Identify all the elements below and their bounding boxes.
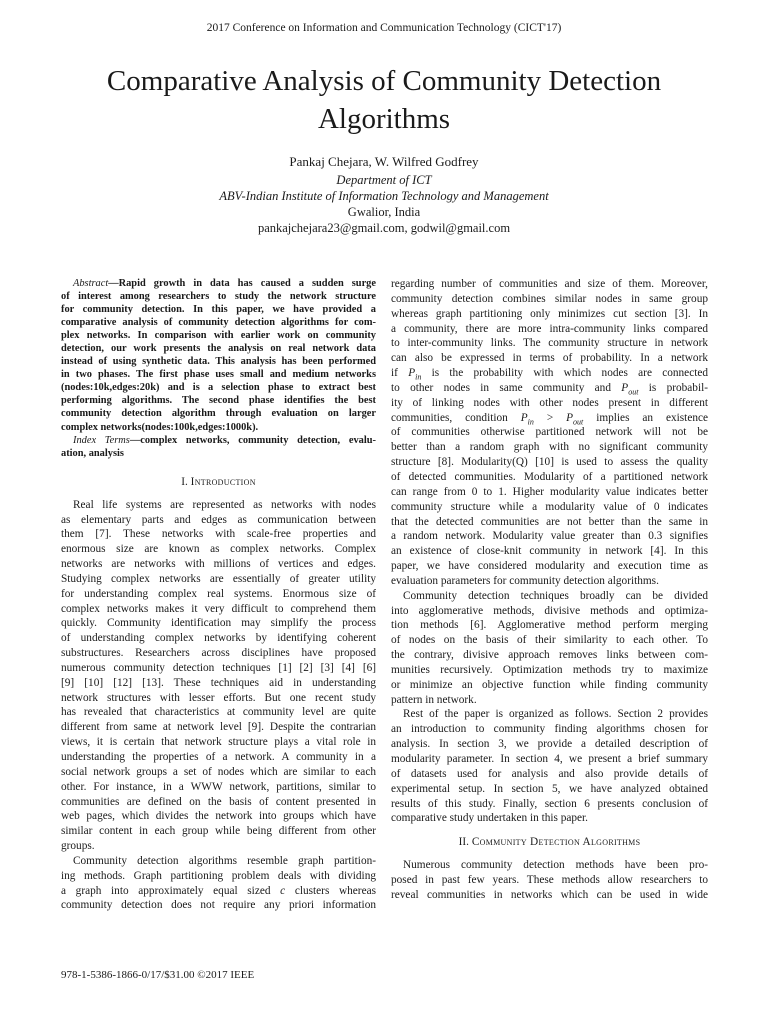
- text-line: different from same at network level [9]. Despite the contrarian: [61, 721, 376, 734]
- abstract-line: community detection algorithm through evaluation on larger: [61, 408, 376, 420]
- math-p-out: $P_{out}$: [621, 381, 639, 396]
- text-line: reveal communities in networks which can be used in wide: [391, 888, 708, 901]
- text-line: of communities otherwise partitioned network will not be: [391, 426, 708, 439]
- text-line: communities are defined on the basis of content presented in: [61, 795, 376, 808]
- text-line: can also be expressed in terms of probability. In a network: [391, 352, 708, 365]
- text-line: comparative study undertaken in this paper.: [391, 812, 589, 825]
- text-line: pattern in network.: [391, 693, 477, 706]
- text-line: numerous community detection techniques [1] [2] [3] [4] [6]: [61, 661, 376, 674]
- text-line: as elementary parts and edges as communication between: [61, 513, 376, 526]
- text-line: community detection does not require any priori information: [61, 899, 376, 912]
- author-institute: ABV-Indian Institute of Information Technology and Management: [219, 189, 549, 203]
- text-line: of datasets used for analysis and also provide details of: [391, 767, 708, 780]
- text-line: communities, condition $P_{in} > P_{out}$ implies an existence: [391, 411, 708, 426]
- introduction-paragraph-2: [61, 854, 376, 913]
- text-line: an existence of close-knit community in network [4]. In this: [391, 545, 708, 558]
- right-paragraph-2: [391, 589, 708, 708]
- abstract-line: (nodes:10k,edges:20k) and is a selection phase to extract best: [61, 382, 376, 394]
- abstract-line: for community detection. In this paper, we have provided a: [61, 304, 376, 316]
- text-line: of nodes on the basis of their similarity to each other. To: [391, 634, 708, 647]
- abstract-line: comparative analysis of community detection algorithms for com-: [61, 317, 376, 329]
- text-line: an introduction to community finding algorithms chosen for: [391, 723, 708, 736]
- text-line: whereas graph partitioning only minimizes cut section [3]. In: [391, 307, 708, 320]
- text-line: ing methods. Graph partitioning problem deals with dividing: [61, 869, 376, 882]
- math-p-in: $P_{in}$: [408, 367, 422, 381]
- math-condition: $P_{in} > P_{out}$: [520, 411, 584, 426]
- left-column: [61, 277, 376, 913]
- right-paragraph-3: [391, 707, 708, 826]
- abstract-line: instead of using synthetic data. This analysis has been performed: [61, 356, 376, 368]
- abstract-line: detection, our work presents the analysis on real network data: [61, 343, 376, 355]
- section-heading-algorithms: II. Community Detection Algorithms: [458, 836, 641, 849]
- text-line: experimental setup. In section 5, we have analyzed obtained: [391, 782, 708, 795]
- abstract-line: Abstract—Rapid growth in data has caused a sudden surge: [73, 278, 376, 289]
- index-terms-label: Index Terms: [73, 434, 130, 446]
- text-line: that the detected communities are not better than the same in: [391, 515, 708, 528]
- abstract-line: complex networks(nodes:100k,edges:1000k).: [61, 421, 259, 433]
- abstract: [61, 277, 376, 460]
- math-c: c: [280, 884, 286, 897]
- text-line: posed in past few years. These methods allow researchers to: [391, 874, 708, 887]
- text-line: to other nodes in same community and $P_{out}$ is probabil-: [391, 381, 708, 396]
- text-line: the contrary, divisive approach removes links between com-: [391, 649, 708, 662]
- right-column: [391, 277, 708, 903]
- text-line: paper, we have considered modularity and execution time as: [391, 560, 708, 573]
- text-line: Studying complex networks are essentially of greater utility: [61, 572, 376, 585]
- text-line: networks are networks with millions of vertices and edges.: [61, 558, 376, 571]
- index-terms-line: Index Terms—complex networks, community detection, evalu-: [73, 434, 376, 446]
- author-location: Gwalior, India: [347, 205, 421, 219]
- abstract-line: plex networks. In comparison with earlier work on community: [61, 330, 376, 342]
- text-line: modularity parameter. In section 4, we present a brief summary: [391, 753, 708, 765]
- text-line: Numerous community detection methods have been pro-: [403, 859, 708, 872]
- text-line: can range from 0 to 1. Higher modularity value indicates better: [391, 485, 708, 498]
- text-line: of detected communities. Modularity of a partitioned network: [391, 470, 708, 483]
- text-line: other. For instance, in a WWW network, partitions, similar to: [61, 780, 376, 793]
- text-line: munities recursively. Optimization methods try to maximize: [391, 663, 708, 676]
- text-line: evaluation parameters for community detection algorithms.: [391, 574, 659, 587]
- author-block: [0, 154, 768, 236]
- author-department: Department of ICT: [336, 173, 432, 187]
- text-line: social network groups a set of nodes which are similar to each: [61, 765, 376, 778]
- text-line: to inter-community links. The community structure in network: [391, 337, 708, 350]
- abstract-label: Abstract: [73, 278, 109, 289]
- text-line: Community detection techniques broadly can be divided: [403, 589, 708, 602]
- text-line: results of this study. Finally, section 6 presents conclusion of: [391, 797, 708, 810]
- text-line: community detection combines similar nodes in same group: [391, 292, 708, 305]
- text-line: ity of linking nodes with other nodes present in different: [391, 396, 708, 409]
- abstract-line: in two phases. The first phase uses small and medium networks: [61, 369, 376, 381]
- text-line: substructures. Researchers across disciplines have proposed: [61, 647, 376, 660]
- introduction-paragraph-1: [61, 498, 376, 854]
- text-line: better than a random graph with no significant community: [391, 441, 708, 454]
- copyright-footer: 978-1-5386-1866-0/17/$31.00 ©2017 IEEE: [61, 969, 255, 981]
- title-line-2: Algorithms: [317, 103, 451, 135]
- author-emails: pankajchejara23@gmail.com, godwil@gmail.com: [257, 221, 511, 235]
- text-line: them [7]. These networks with scale-free properties and: [61, 528, 376, 541]
- text-line: community structure while a modularity value of 0 indicates: [391, 500, 708, 513]
- text-line: network structures with lesser efforts. But one recent study: [61, 691, 376, 704]
- text-line: into agglomerative methods, divisive methods and optimiza-: [391, 604, 708, 617]
- text-line: Rest of the paper is organized as follows. Section 2 provides: [403, 708, 708, 721]
- text-line: understanding the properties of a network. A community in a: [61, 751, 376, 763]
- text-line: Real life systems are represented as networks with nodes: [73, 498, 376, 511]
- text-line: a random network. Modularity value greater than 0.3 signifies: [391, 530, 708, 543]
- text-line: a community, there are more intra-community links compared: [391, 322, 708, 335]
- conference-header: 2017 Conference on Information and Communication Technology (CICT'17): [206, 22, 562, 34]
- right-paragraph-1: [391, 277, 708, 589]
- text-line: structure [8]. Modularity(Q) [10] is used to assess the quality: [391, 456, 708, 469]
- text-line: web pages, which divides the network into groups which have: [61, 810, 376, 823]
- text-line: similar content in each group while being different from other: [61, 825, 376, 838]
- text-line: enormous size are known as complex networks. Complex: [61, 543, 376, 556]
- text-line: or minimize an objective function while finding community: [391, 678, 708, 691]
- index-terms-line: ation, analysis: [61, 447, 124, 459]
- text-line: groups.: [61, 840, 95, 853]
- author-names: Pankaj Chejara, W. Wilfred Godfrey: [289, 154, 479, 169]
- text-line: analysis. In section 3, we provide a detailed description of: [391, 738, 708, 751]
- right-paragraph-4: [391, 858, 708, 903]
- text-line: of understanding complex networks by identifying coherent: [61, 632, 376, 645]
- text-line: Community detection algorithms resemble graph partition-: [73, 854, 376, 867]
- abstract-line: of interest among researchers to study the network structure: [61, 291, 376, 303]
- text-line: tion methods [6]. Agglomerative method perform merging: [391, 619, 708, 632]
- abstract-line: performing algorithms. The second phase identifies the best: [61, 395, 376, 407]
- text-line: views, it is certain that network structure plays a vital role in: [61, 736, 376, 749]
- text-line: if $P_{in}$ is the probability with which nodes are connected: [391, 367, 708, 381]
- title-line-1: Comparative Analysis of Community Detection: [106, 65, 662, 97]
- text-line: has revealed that characteristics at community level are quite: [61, 706, 376, 719]
- text-line: regarding number of communities and size of them. Moreover,: [391, 278, 708, 290]
- section-heading-introduction: I. Introduction: [181, 475, 256, 488]
- paper-title: [60, 62, 708, 138]
- text-line: a graph into approximately equal sized c clusters whereas: [61, 884, 376, 897]
- text-line: for understanding complex real systems. Enormous size of: [61, 587, 376, 600]
- text-line: [9] [10] [12] [13]. These techniques aid in understanding: [61, 676, 376, 689]
- text-line: complex networks makes it very difficult to comprehend them: [61, 602, 376, 615]
- text-line: quickly. Community identification may simplify the process: [61, 617, 376, 630]
